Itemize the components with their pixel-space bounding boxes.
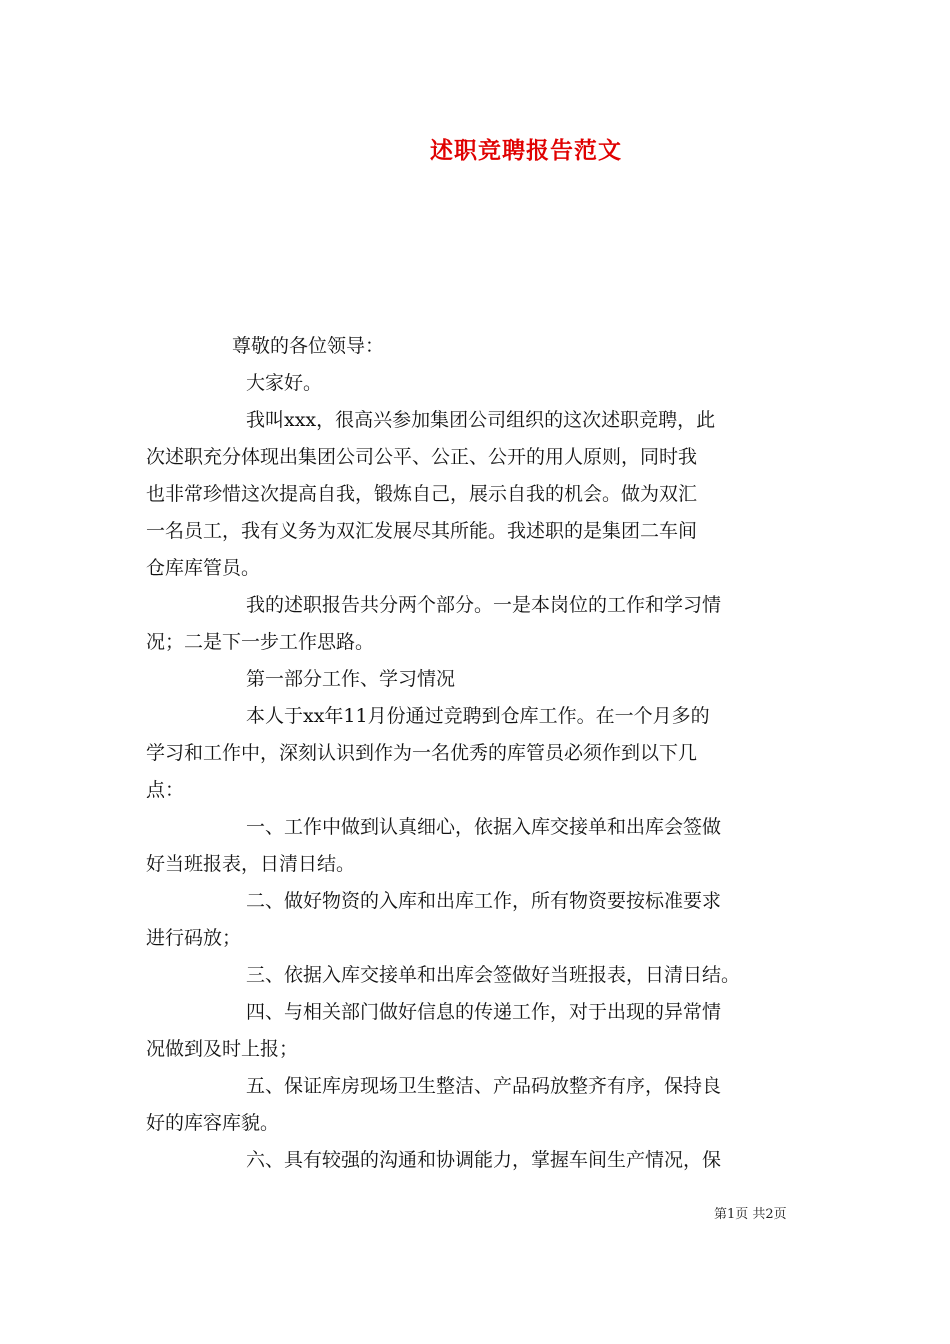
list-item-line: 五、保证库房现场卫生整洁、产品码放整齐有序，保持良 xyxy=(246,1075,722,1097)
paragraph-line: 点： xyxy=(146,779,185,801)
paragraph-line: 仓库库管员。 xyxy=(146,557,261,579)
list-item-line: 况做到及时上报； xyxy=(146,1038,299,1060)
paragraph-line: 学习和工作中，深刻认识到作为一名优秀的库管员必须作到以下几 xyxy=(146,742,698,764)
paragraph-line: 我的述职报告共分两个部分。一是本岗位的工作和学习情 xyxy=(246,594,722,616)
document-title: 述职竞聘报告范文 xyxy=(430,137,622,164)
list-item-line: 三、依据入库交接单和出库会签做好当班报表，日清日结。 xyxy=(246,964,741,986)
list-item-line: 二、做好物资的入库和出库工作，所有物资要按标准要求 xyxy=(246,890,722,912)
paragraph-line: 本人于xx年11月份通过竞聘到仓库工作。在一个月多的 xyxy=(246,705,710,727)
paragraph-line: 也非常珍惜这次提高自我，锻炼自己，展示自我的机会。做为双汇 xyxy=(146,483,698,505)
greeting-line: 大家好。 xyxy=(246,372,323,394)
list-item-line: 进行码放； xyxy=(146,927,242,949)
list-item-line: 一、工作中做到认真细心，依据入库交接单和出库会签做 xyxy=(246,816,722,838)
paragraph-line: 我叫xxx，很高兴参加集团公司组织的这次述职竞聘，此 xyxy=(246,409,716,431)
list-item-line: 六、具有较强的沟通和协调能力，掌握车间生产情况，保 xyxy=(246,1149,722,1171)
list-item-line: 好的库容库貌。 xyxy=(146,1112,280,1134)
page-number: 第1页 共2页 xyxy=(714,1207,787,1222)
section-heading: 第一部分工作、学习情况 xyxy=(246,668,456,690)
paragraph-line: 况；二是下一步工作思路。 xyxy=(146,631,375,653)
list-item-line: 四、与相关部门做好信息的传递工作，对于出现的异常情 xyxy=(246,1001,722,1023)
paragraph-line: 次述职充分体现出集团公司公平、公正、公开的用人原则，同时我 xyxy=(146,446,698,468)
salutation-line: 尊敬的各位领导： xyxy=(232,335,385,357)
paragraph-line: 一名员工，我有义务为双汇发展尽其所能。我述职的是集团二车间 xyxy=(146,520,698,542)
list-item-line: 好当班报表，日清日结。 xyxy=(146,853,356,875)
document-body xyxy=(146,328,816,1179)
